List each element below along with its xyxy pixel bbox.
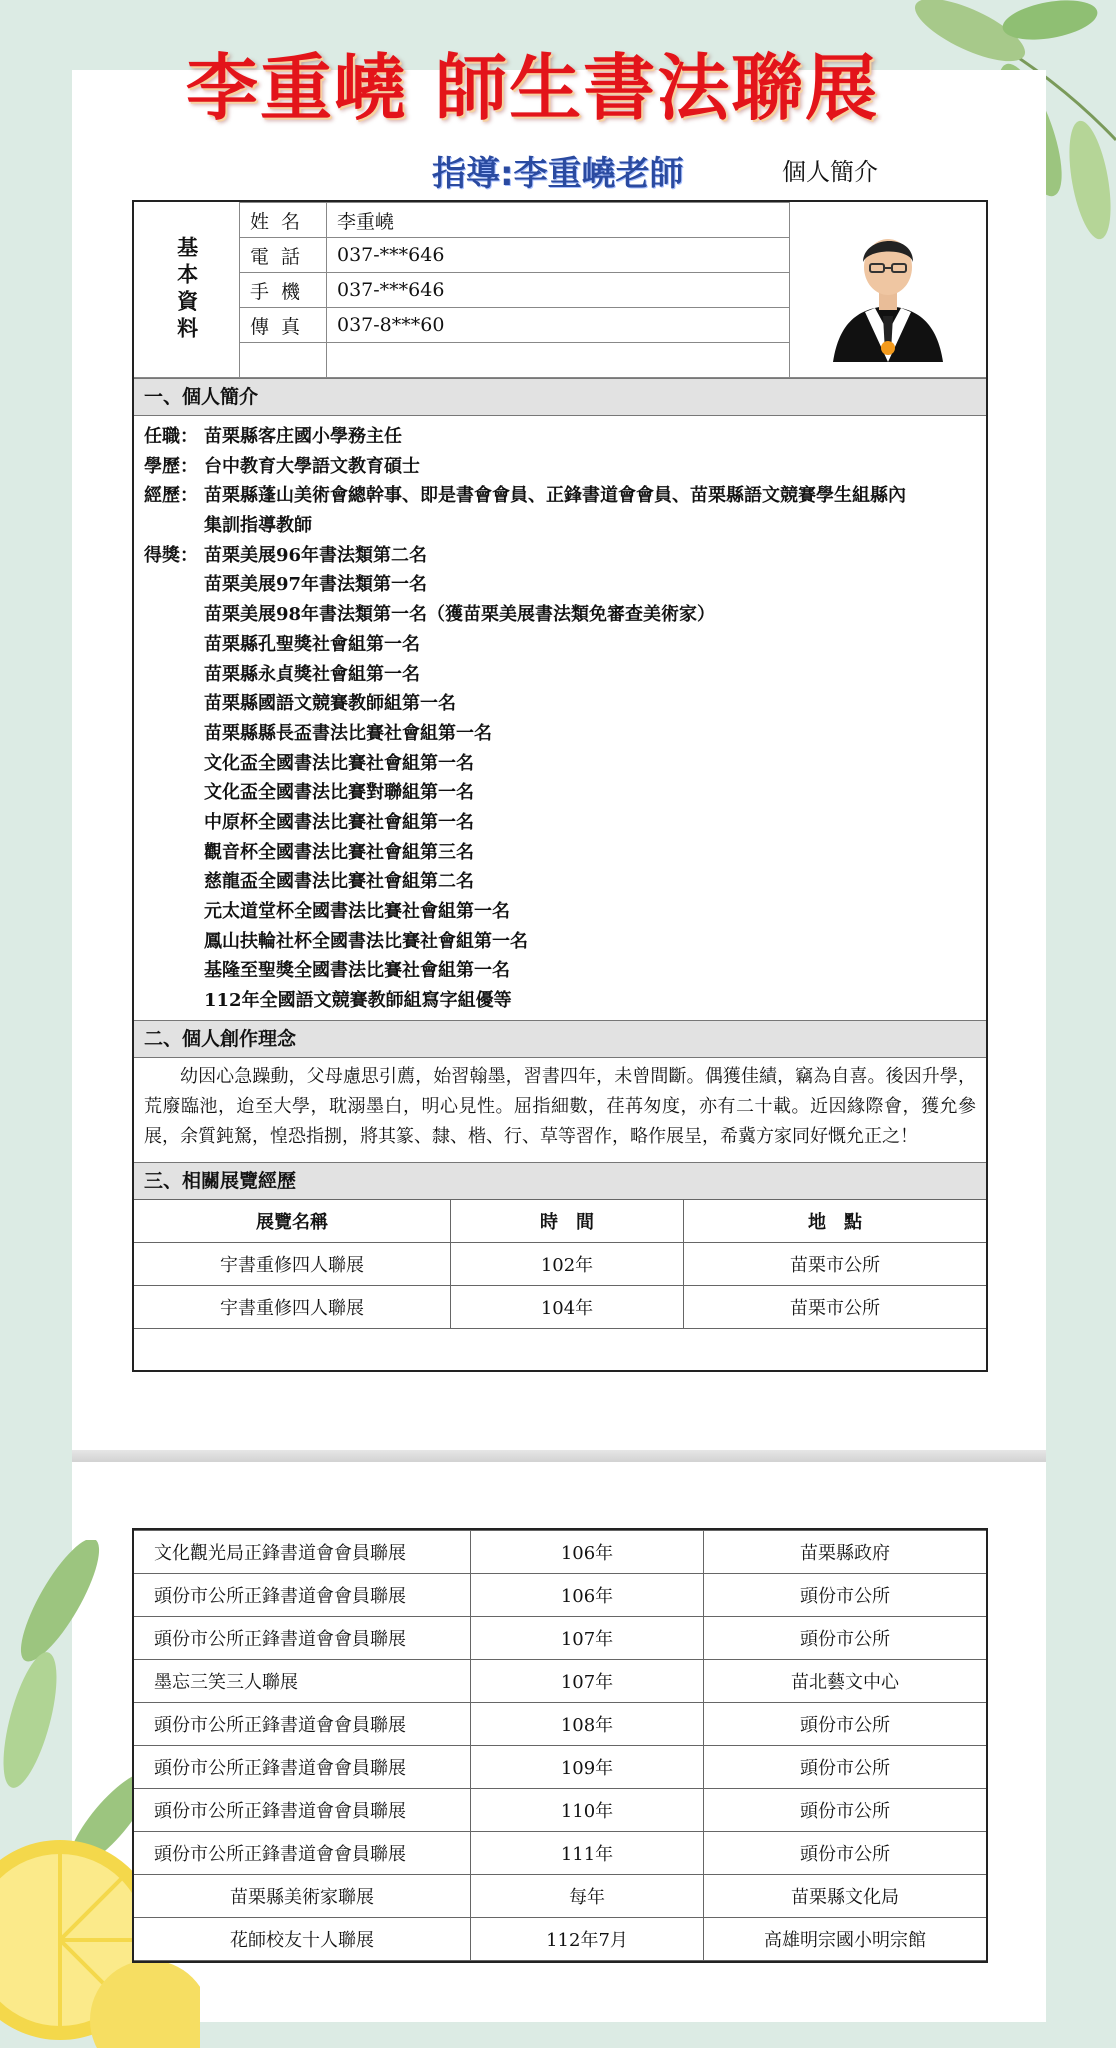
section-exhibitions-heading: 三、相關展覽經歷 — [134, 1162, 986, 1199]
cell-name: 宇書重修四人聯展 — [134, 1242, 451, 1285]
profile-education — [144, 452, 976, 482]
profile-experience-cont — [144, 511, 976, 541]
table-row — [134, 1918, 986, 1961]
award-item — [144, 600, 976, 630]
education-key: 學歷： — [144, 455, 198, 477]
table-row — [134, 1875, 986, 1918]
award-text: 苗栗縣國語文競賽教師組第一名 — [204, 693, 456, 715]
award-text: 苗栗美展96年書法類第二名 — [204, 544, 428, 566]
cell-name: 頭份市公所正鋒書道會會員聯展 — [134, 1703, 471, 1746]
profile-experience — [144, 481, 976, 511]
experience-key: 經歷： — [144, 485, 198, 507]
col-header-place: 地 點 — [684, 1199, 987, 1242]
col-header-name: 展覽名稱 — [134, 1199, 451, 1242]
award-text: 鳳山扶輪社杯全國書法比賽社會組第一名 — [204, 930, 528, 952]
table-row — [134, 1746, 986, 1789]
award-text: 文化盃全國書法比賽對聯組第一名 — [204, 782, 474, 804]
award-text: 元太道堂杯全國書法比賽社會組第一名 — [204, 901, 510, 922]
cell-place: 苗北藝文中心 — [704, 1660, 987, 1703]
table-row — [134, 1703, 986, 1746]
table-row — [134, 1617, 986, 1660]
cell-place: 頭份市公所 — [704, 1746, 987, 1789]
award-text: 苗栗縣永貞獎社會組第一名 — [204, 663, 420, 685]
exhibitions-table-page1 — [134, 1199, 986, 1329]
award-item — [144, 897, 976, 927]
cell-time: 109年 — [471, 1746, 704, 1789]
cell-name: 文化觀光局正鋒書道會會員聯展 — [134, 1531, 471, 1574]
table-row — [134, 1285, 986, 1328]
cell-time: 107年 — [471, 1660, 704, 1703]
portrait-cell — [790, 203, 987, 378]
award-item — [144, 749, 976, 779]
cell-place: 苗栗市公所 — [684, 1285, 987, 1328]
cell-time: 112年7月 — [471, 1918, 704, 1961]
cell-time: 102年 — [451, 1242, 684, 1285]
experience-value-line1: 苗栗縣蓬山美術會總幹事、即是書會會員、正鋒書道會會員、苗栗縣語文競賽學生組縣內 — [204, 485, 906, 507]
award-text: 苗栗縣縣長盃書法比賽社會組第一名 — [204, 722, 492, 744]
value-fax: 037-8***60 — [327, 308, 790, 343]
award-text: 苗栗美展97年書法類第一名 — [204, 574, 428, 596]
label-mobile: 手機 — [240, 273, 327, 308]
cell-time: 106年 — [471, 1531, 704, 1574]
philosophy-text: 幼因心急躁動，父母慮思引薦，始習翰墨，習書四年，未曾間斷。偶獲佳績，竊為自喜。後因升學，荒廢臨池，迨至大學，耽溺墨白，明心見性。屈指細數，荏苒匆度，亦有二十載。近因緣際會，獲允參展，余質鈍駑，惶恐指捌，將其篆、隸、楷、行、草等習作，略作展呈，希冀方家同好慨允正之！ — [144, 1065, 976, 1147]
award-item — [144, 838, 976, 868]
cell-place: 苗栗縣政府 — [704, 1531, 987, 1574]
label-name: 姓名 — [240, 203, 327, 238]
table-row — [134, 1832, 986, 1875]
award-text: 慈龍盃全國書法比賽社會組第二名 — [204, 871, 474, 893]
cell-time: 107年 — [471, 1617, 704, 1660]
cell-name: 頭份市公所正鋒書道會會員聯展 — [134, 1789, 471, 1832]
cell-place: 頭份市公所 — [704, 1703, 987, 1746]
corner-label: 個人簡介 — [782, 158, 878, 186]
cell-time: 每年 — [471, 1875, 704, 1918]
exhibitions-sheet-page2 — [132, 1528, 988, 1963]
award-text: 苗栗美展98年書法類第一名（獲苗栗美展書法類免審查美術家） — [204, 604, 716, 626]
cell-name: 頭份市公所正鋒書道會會員聯展 — [134, 1617, 471, 1660]
value-mobile: 037-***646 — [327, 273, 790, 308]
label-fax: 傳真 — [240, 308, 327, 343]
award-item — [144, 630, 976, 660]
cell-place: 高雄明宗國小明宗館 — [704, 1918, 987, 1961]
cell-place: 頭份市公所 — [704, 1789, 987, 1832]
cell-time: 108年 — [471, 1703, 704, 1746]
profile-position — [144, 422, 976, 452]
portrait-photo — [829, 212, 947, 362]
cell-place: 苗栗市公所 — [684, 1242, 987, 1285]
cell-name: 頭份市公所正鋒書道會會員聯展 — [134, 1574, 471, 1617]
award-text: 中原杯全國書法比賽社會組第一名 — [204, 811, 474, 833]
basic-info-table — [134, 202, 986, 378]
experience-value-line2: 集訓指導教師 — [204, 515, 312, 537]
award-item — [144, 986, 976, 1016]
cell-place: 頭份市公所 — [704, 1617, 987, 1660]
col-header-time: 時 間 — [451, 1199, 684, 1242]
table-row — [134, 1789, 986, 1832]
label-phone: 電話 — [240, 238, 327, 273]
cell-place: 苗栗縣文化局 — [704, 1875, 987, 1918]
cell-time: 106年 — [471, 1574, 704, 1617]
cell-name: 宇書重修四人聯展 — [134, 1285, 451, 1328]
award-text: 苗栗縣孔聖獎社會組第一名 — [204, 633, 420, 655]
award-item — [144, 719, 976, 749]
label-empty — [240, 343, 327, 378]
cell-time: 104年 — [451, 1285, 684, 1328]
award-item — [144, 689, 976, 719]
award-text: 112年全國語文競賽教師組寫字組優等 — [204, 990, 512, 1012]
section-profile-heading: 一、個人簡介 — [134, 378, 986, 416]
exhibitions-table-page2 — [134, 1530, 986, 1961]
cell-name: 頭份市公所正鋒書道會會員聯展 — [134, 1746, 471, 1789]
award-item — [144, 808, 976, 838]
award-item — [144, 660, 976, 690]
value-name: 李重嶢 — [327, 203, 790, 238]
section-philosophy-heading: 二、個人創作理念 — [134, 1020, 986, 1058]
awards-key: 得獎： — [144, 544, 198, 566]
page-separator — [72, 1450, 1046, 1462]
award-item — [144, 570, 976, 600]
education-value: 台中教育大學語文教育碩士 — [204, 455, 420, 477]
table-row — [134, 1242, 986, 1285]
value-empty — [327, 343, 790, 378]
cell-name: 墨忘三笑三人聯展 — [134, 1660, 471, 1703]
award-text: 觀音杯全國書法比賽社會組第三名 — [204, 841, 474, 863]
award-text: 基隆至聖獎全國書法比賽社會組第一名 — [204, 960, 510, 982]
award-item — [144, 778, 976, 808]
award-item — [144, 867, 976, 897]
table-row — [134, 1660, 986, 1703]
value-phone: 037-***646 — [327, 238, 790, 273]
table-row — [134, 1531, 986, 1574]
position-key: 任職： — [144, 426, 198, 447]
table-row — [134, 1574, 986, 1617]
cell-time: 111年 — [471, 1832, 704, 1875]
award-item — [144, 956, 976, 986]
profile-sheet — [132, 200, 988, 1372]
cell-place: 頭份市公所 — [704, 1574, 987, 1617]
basic-info-side-label: 基本資料 — [134, 203, 240, 378]
award-text: 文化盃全國書法比賽社會組第一名 — [204, 752, 474, 774]
profile-list — [134, 416, 986, 1020]
cell-time: 110年 — [471, 1789, 704, 1832]
instructor-subtitle: 指導:李重嶢老師 — [432, 154, 684, 194]
cell-name: 花師校友十人聯展 — [134, 1918, 471, 1961]
position-value: 苗栗縣客庄國小學務主任 — [204, 426, 402, 447]
award-item — [144, 541, 976, 571]
page-title: 李重嶢 師生書法聯展 — [186, 46, 880, 130]
cell-name: 頭份市公所正鋒書道會會員聯展 — [134, 1832, 471, 1875]
cell-place: 頭份市公所 — [704, 1832, 987, 1875]
table-header-row — [134, 1199, 986, 1242]
cell-name: 苗栗縣美術家聯展 — [134, 1875, 471, 1918]
award-item — [144, 927, 976, 957]
